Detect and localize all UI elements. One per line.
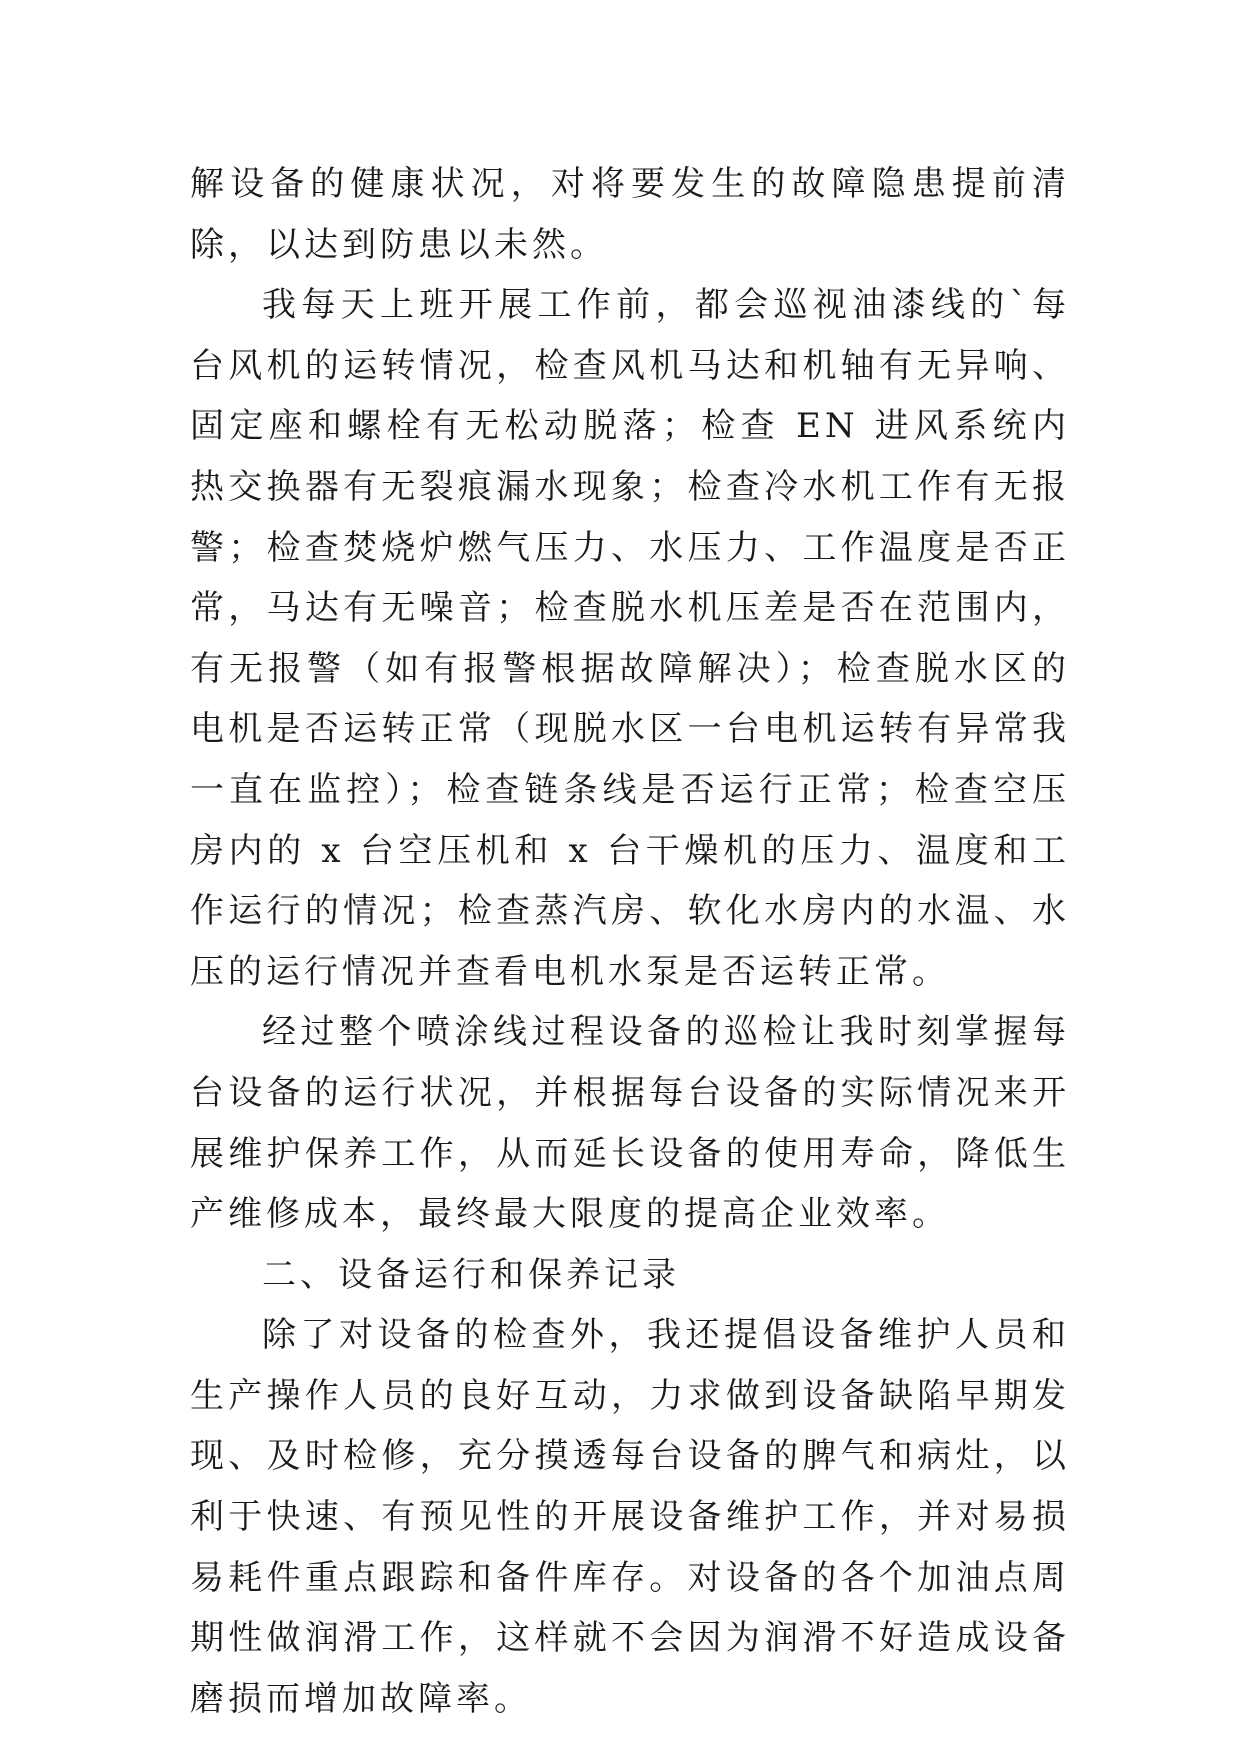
- paragraph-continuation: 解设备的健康状况，对将要发生的故障隐患提前清除，以达到防患以未然。: [190, 164, 1070, 265]
- paragraph-inspection-benefit: 经过整个喷涂线过程设备的巡检让我时刻掌握每台设备的运行状况，并根据每台设备的实际情况来开展维护保养工作，从而延长设备的使用寿命，降低生产维修成本，最终最大限度的提高企业效率。: [190, 1012, 1070, 1235]
- section-heading: 二、设备运行和保养记录: [262, 1254, 680, 1295]
- paragraph-inspection-routine: 我每天上班开展工作前，都会巡视油漆线的`每台风机的运转情况，检查风机马达和机轴有无异响、固定座和螺栓有无松动脱落；检查 EN 进风系统内热交换器有无裂痕漏水现象；检查冷水机工作有无报警；检查焚烧炉燃气压力、水压力、工作温度是否正常，马达有无噪音；检查脱水机压差是否在范围内，有无报警（如有报警根据故障解决）；检查脱水区的电机是否运转正常（现脱水区一台电机运转有异常我一直在监控）；检查链条线是否运行正常；检查空压房内的 x 台空压机和 x 台干燥机的压力、温度和工作运行的情况；检查蒸汽房、软化水房内的水温、水压的运行情况并查看电机水泵是否运转正常。: [190, 285, 1070, 992]
- document-body: [190, 154, 1070, 1729]
- paragraph-maintenance: 除了对设备的检查外，我还提倡设备维护人员和生产操作人员的良好互动，力求做到设备缺陷早期发现、及时检修，充分摸透每台设备的脾气和病灶，以利于快速、有预见性的开展设备维护工作，并对易损易耗件重点跟踪和备件库存。对设备的各个加油点周期性做润滑工作，这样就不会因为润滑不好造成设备磨损而增加故障率。: [190, 1315, 1070, 1719]
